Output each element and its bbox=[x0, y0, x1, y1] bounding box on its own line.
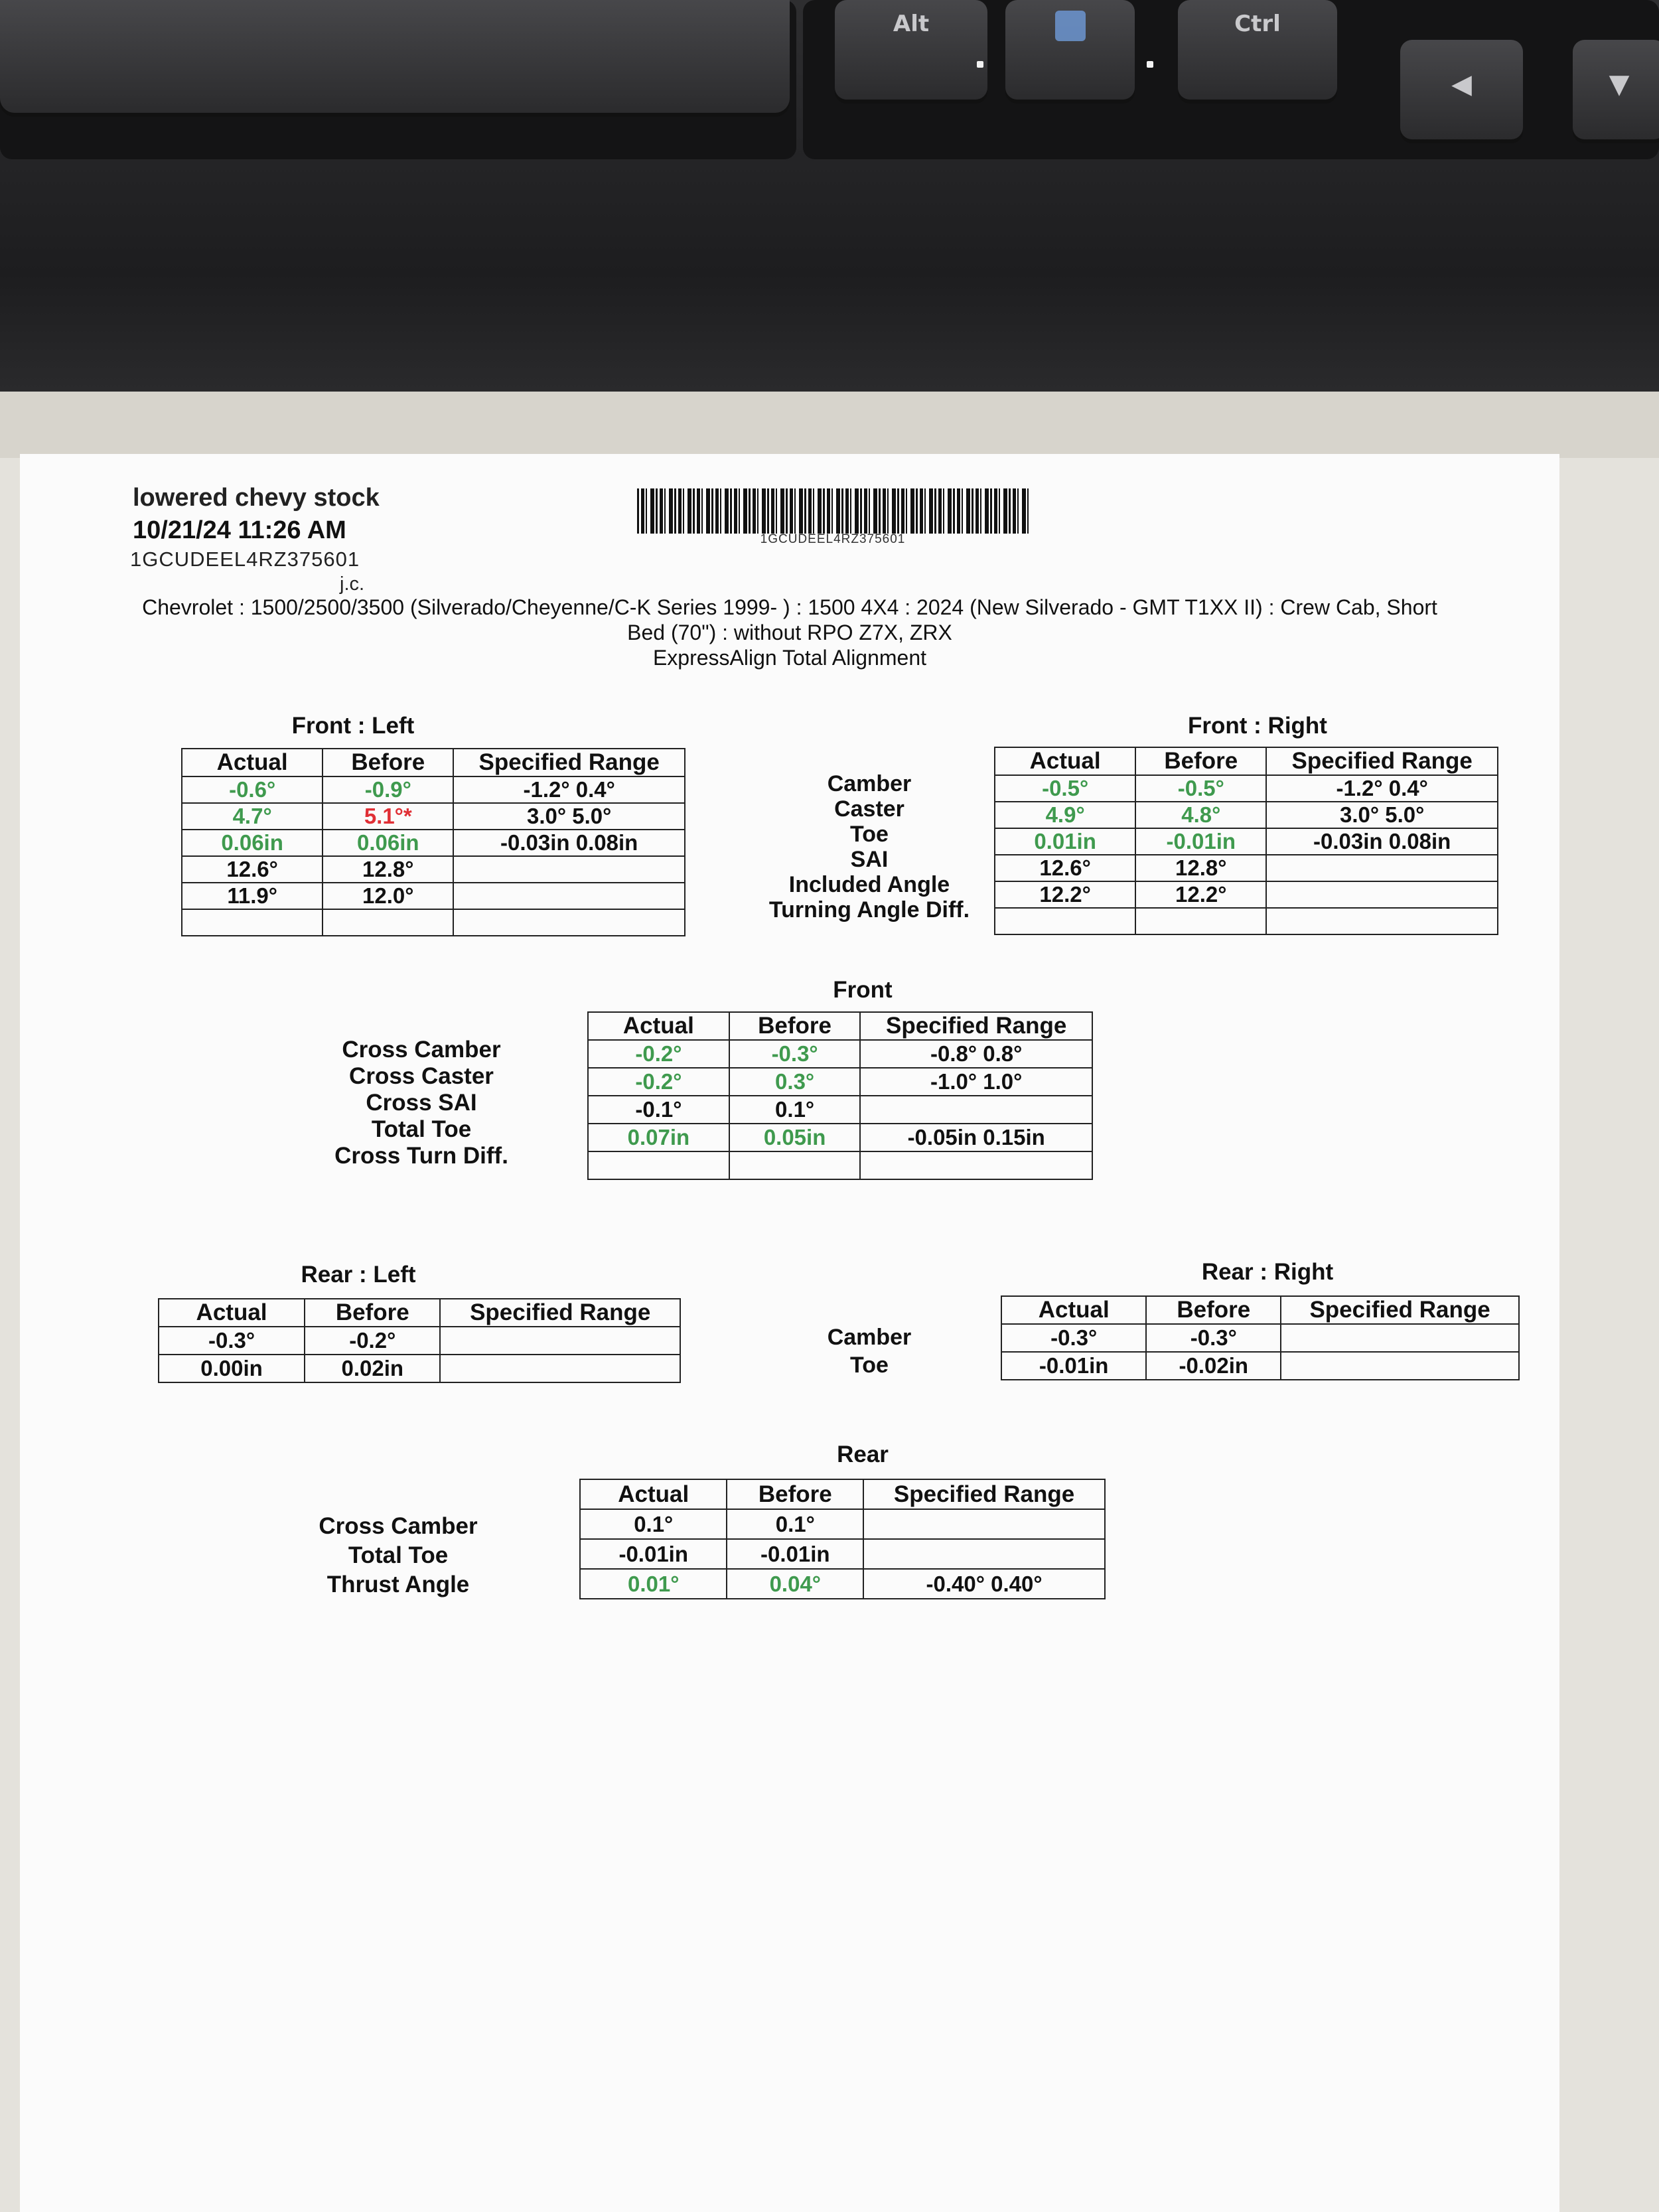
column-header-actual: Actual bbox=[182, 749, 323, 776]
desk-surface bbox=[0, 392, 1659, 458]
table-header-row bbox=[995, 747, 1498, 775]
specified-range-value bbox=[440, 1355, 680, 1382]
alt-key bbox=[835, 0, 987, 100]
keyboard bbox=[0, 0, 1659, 392]
table-row bbox=[588, 1124, 1092, 1151]
specified-range-value bbox=[860, 1151, 1092, 1179]
rear-measure-labels bbox=[717, 1323, 1022, 1379]
specified-range-value bbox=[453, 856, 685, 883]
operator-initials: j.c. bbox=[340, 573, 365, 595]
table-row bbox=[995, 802, 1498, 828]
rear-right-title: Rear : Right bbox=[1201, 1259, 1334, 1285]
table-row bbox=[588, 1096, 1092, 1124]
specified-range-value: -0.40° 0.40° bbox=[863, 1569, 1105, 1599]
vehicle-line-1: Chevrolet : 1500/2500/3500 (Silverado/Cheyenne/C-K Series 1999- ) : 1500 4X4 : 2024 (New Silverado - GMT T1XX II) : Crew Cab, Short bbox=[142, 595, 1437, 619]
before-value: -0.01in bbox=[727, 1539, 863, 1569]
before-value: -0.3° bbox=[1146, 1324, 1281, 1352]
label-rear-toe: Toe bbox=[850, 1353, 889, 1378]
windows-key bbox=[1005, 0, 1135, 100]
specified-range-value: -1.0° 1.0° bbox=[860, 1068, 1092, 1096]
specified-range-value bbox=[1281, 1352, 1519, 1380]
column-header-range: Specified Range bbox=[1266, 747, 1498, 775]
specified-range-value: -1.2° 0.4° bbox=[1266, 775, 1498, 802]
specified-range-value: -0.05in 0.15in bbox=[860, 1124, 1092, 1151]
before-value: -0.2° bbox=[305, 1327, 440, 1355]
table-row bbox=[580, 1539, 1105, 1569]
actual-value: -0.1° bbox=[588, 1096, 729, 1124]
before-value: 4.8° bbox=[1135, 802, 1266, 828]
before-value: 0.1° bbox=[727, 1509, 863, 1539]
alt-key-label: Alt bbox=[893, 11, 930, 37]
front-left-title: Front : Left bbox=[291, 713, 415, 739]
rear-cross-title: Rear bbox=[837, 1441, 889, 1467]
specified-range-value: -1.2° 0.4° bbox=[453, 776, 685, 803]
vehicle-line-2: Bed (70") : without RPO Z7X, ZRX bbox=[627, 621, 952, 644]
label-cross-turn-diff: Cross Turn Diff. bbox=[334, 1143, 508, 1169]
specified-range-value: 3.0° 5.0° bbox=[1266, 802, 1498, 828]
specified-range-value bbox=[860, 1096, 1092, 1124]
before-value bbox=[1135, 908, 1266, 934]
rear-cross-labels bbox=[249, 1512, 547, 1599]
column-header-actual: Actual bbox=[588, 1012, 729, 1040]
alignment-report-sheet bbox=[20, 454, 1559, 2212]
actual-value: 0.06in bbox=[182, 830, 323, 856]
specified-range-value bbox=[863, 1509, 1105, 1539]
actual-value bbox=[182, 909, 323, 936]
actual-value: -0.3° bbox=[159, 1327, 305, 1355]
before-value: 0.02in bbox=[305, 1355, 440, 1382]
table-row bbox=[588, 1068, 1092, 1096]
label-included-angle: Included Angle bbox=[788, 872, 950, 897]
table-row bbox=[182, 883, 685, 909]
actual-value bbox=[588, 1151, 729, 1179]
down-arrow-icon: ▼ bbox=[1609, 69, 1630, 100]
column-header-before: Before bbox=[1135, 747, 1266, 775]
specified-range-value: -0.03in 0.08in bbox=[1266, 828, 1498, 855]
actual-value: 0.00in bbox=[159, 1355, 305, 1382]
specified-range-value bbox=[1266, 908, 1498, 934]
column-header-before: Before bbox=[729, 1012, 861, 1040]
table-row bbox=[995, 828, 1498, 855]
before-value: 0.06in bbox=[323, 830, 453, 856]
before-value: 12.2° bbox=[1135, 881, 1266, 908]
left-arrow-icon: ◀ bbox=[1451, 69, 1472, 100]
before-value: -0.02in bbox=[1146, 1352, 1281, 1380]
column-header-range: Specified Range bbox=[440, 1299, 680, 1327]
actual-value: 0.01° bbox=[580, 1569, 727, 1599]
front-cross-labels bbox=[272, 1037, 571, 1169]
report-title: lowered chevy stock bbox=[133, 484, 380, 512]
barcode-caption: 1GCUDEEL4RZ375601 bbox=[760, 532, 906, 546]
specified-range-value bbox=[453, 909, 685, 936]
label-toe: Toe bbox=[850, 822, 889, 847]
label-total-toe: Total Toe bbox=[371, 1116, 472, 1142]
specified-range-value bbox=[440, 1327, 680, 1355]
column-header-before: Before bbox=[305, 1299, 440, 1327]
actual-value: 4.9° bbox=[995, 802, 1135, 828]
column-header-range: Specified Range bbox=[453, 749, 685, 776]
label-cross-camber: Cross Camber bbox=[342, 1037, 501, 1063]
table-row bbox=[995, 881, 1498, 908]
table-row bbox=[182, 856, 685, 883]
table-row bbox=[580, 1569, 1105, 1599]
specified-range-value: -0.8° 0.8° bbox=[860, 1040, 1092, 1068]
front-left-table bbox=[181, 748, 685, 936]
actual-value: -0.2° bbox=[588, 1068, 729, 1096]
front-cross-table bbox=[587, 1011, 1093, 1180]
specified-range-value bbox=[863, 1539, 1105, 1569]
label-camber: Camber bbox=[827, 771, 912, 796]
ctrl-key-label: Ctrl bbox=[1234, 11, 1281, 37]
column-header-range: Specified Range bbox=[1281, 1296, 1519, 1324]
column-header-before: Before bbox=[727, 1479, 863, 1509]
left-arrow-key bbox=[1400, 40, 1523, 139]
rear-left-table bbox=[158, 1298, 681, 1383]
actual-value: -0.5° bbox=[995, 775, 1135, 802]
specified-range-value: 3.0° 5.0° bbox=[453, 803, 685, 830]
before-value bbox=[729, 1151, 861, 1179]
actual-value: -0.6° bbox=[182, 776, 323, 803]
label-rear-total-toe: Total Toe bbox=[348, 1542, 449, 1568]
rear-left-title: Rear : Left bbox=[301, 1262, 416, 1288]
label-thrust-angle: Thrust Angle bbox=[326, 1572, 470, 1597]
specified-range-value bbox=[1266, 855, 1498, 881]
actual-value: -0.3° bbox=[1001, 1324, 1146, 1352]
table-row bbox=[182, 830, 685, 856]
table-row bbox=[995, 908, 1498, 934]
actual-value: 0.07in bbox=[588, 1124, 729, 1151]
actual-value: 4.7° bbox=[182, 803, 323, 830]
label-rear-camber: Camber bbox=[827, 1325, 912, 1350]
actual-value: 12.6° bbox=[995, 855, 1135, 881]
vehicle-description bbox=[20, 595, 1559, 670]
actual-value: 0.1° bbox=[580, 1509, 727, 1539]
front-right-table bbox=[994, 747, 1498, 935]
label-cross-sai: Cross SAI bbox=[366, 1090, 477, 1116]
column-header-range: Specified Range bbox=[863, 1479, 1105, 1509]
table-row bbox=[995, 855, 1498, 881]
column-header-before: Before bbox=[1146, 1296, 1281, 1324]
before-value: -0.01in bbox=[1135, 828, 1266, 855]
front-measure-labels bbox=[703, 771, 1035, 922]
table-header-row bbox=[182, 749, 685, 776]
label-cross-caster: Cross Caster bbox=[349, 1063, 494, 1089]
spacebar-key bbox=[0, 0, 790, 113]
table-row bbox=[159, 1355, 680, 1382]
specified-range-value: -0.03in 0.08in bbox=[453, 830, 685, 856]
table-row bbox=[182, 803, 685, 830]
table-header-row bbox=[588, 1012, 1092, 1040]
column-header-actual: Actual bbox=[159, 1299, 305, 1327]
before-value: 0.05in bbox=[729, 1124, 861, 1151]
vin-barcode bbox=[637, 488, 1029, 534]
front-cross-title: Front bbox=[833, 977, 893, 1003]
table-row bbox=[588, 1040, 1092, 1068]
before-value: 12.8° bbox=[323, 856, 453, 883]
column-header-actual: Actual bbox=[1001, 1296, 1146, 1324]
before-value: 0.3° bbox=[729, 1068, 861, 1096]
table-row bbox=[580, 1509, 1105, 1539]
table-row bbox=[995, 775, 1498, 802]
before-value: -0.9° bbox=[323, 776, 453, 803]
label-caster: Caster bbox=[834, 796, 904, 822]
table-row bbox=[182, 909, 685, 936]
keyboard-led bbox=[977, 61, 983, 68]
table-header-row bbox=[159, 1299, 680, 1327]
rear-right-table bbox=[1001, 1295, 1520, 1380]
before-value bbox=[323, 909, 453, 936]
down-arrow-key bbox=[1573, 40, 1659, 139]
actual-value: 12.2° bbox=[995, 881, 1135, 908]
table-row bbox=[588, 1151, 1092, 1179]
report-datetime: 10/21/24 11:26 AM bbox=[133, 516, 346, 544]
table-header-row bbox=[1001, 1296, 1519, 1324]
label-turning-angle-diff: Turning Angle Diff. bbox=[768, 897, 970, 922]
actual-value: 11.9° bbox=[182, 883, 323, 909]
table-row bbox=[1001, 1352, 1519, 1380]
actual-value bbox=[995, 908, 1135, 934]
rear-cross-table bbox=[579, 1479, 1106, 1599]
windows-icon bbox=[1055, 11, 1086, 41]
actual-value: 12.6° bbox=[182, 856, 323, 883]
label-sai: SAI bbox=[850, 847, 889, 872]
column-header-actual: Actual bbox=[580, 1479, 727, 1509]
label-rear-cross-camber: Cross Camber bbox=[319, 1513, 478, 1539]
keyboard-led bbox=[1147, 61, 1153, 68]
before-value: 12.8° bbox=[1135, 855, 1266, 881]
table-header-row bbox=[580, 1479, 1105, 1509]
column-header-range: Specified Range bbox=[860, 1012, 1092, 1040]
specified-range-value bbox=[1266, 881, 1498, 908]
table-row bbox=[159, 1327, 680, 1355]
before-value: 0.04° bbox=[727, 1569, 863, 1599]
column-header-actual: Actual bbox=[995, 747, 1135, 775]
table-row bbox=[182, 776, 685, 803]
actual-value: -0.01in bbox=[1001, 1352, 1146, 1380]
before-value: 5.1°* bbox=[323, 803, 453, 830]
specified-range-value bbox=[1281, 1324, 1519, 1352]
actual-value: -0.01in bbox=[580, 1539, 727, 1569]
before-value: 12.0° bbox=[323, 883, 453, 909]
specified-range-value bbox=[453, 883, 685, 909]
before-value: -0.5° bbox=[1135, 775, 1266, 802]
front-right-title: Front : Right bbox=[1188, 713, 1327, 739]
vehicle-vin: 1GCUDEEL4RZ375601 bbox=[130, 548, 360, 571]
actual-value: -0.2° bbox=[588, 1040, 729, 1068]
column-header-before: Before bbox=[323, 749, 453, 776]
actual-value: 0.01in bbox=[995, 828, 1135, 855]
before-value: 0.1° bbox=[729, 1096, 861, 1124]
before-value: -0.3° bbox=[729, 1040, 861, 1068]
service-name: ExpressAlign Total Alignment bbox=[652, 646, 927, 670]
table-row bbox=[1001, 1324, 1519, 1352]
ctrl-key bbox=[1178, 0, 1337, 100]
